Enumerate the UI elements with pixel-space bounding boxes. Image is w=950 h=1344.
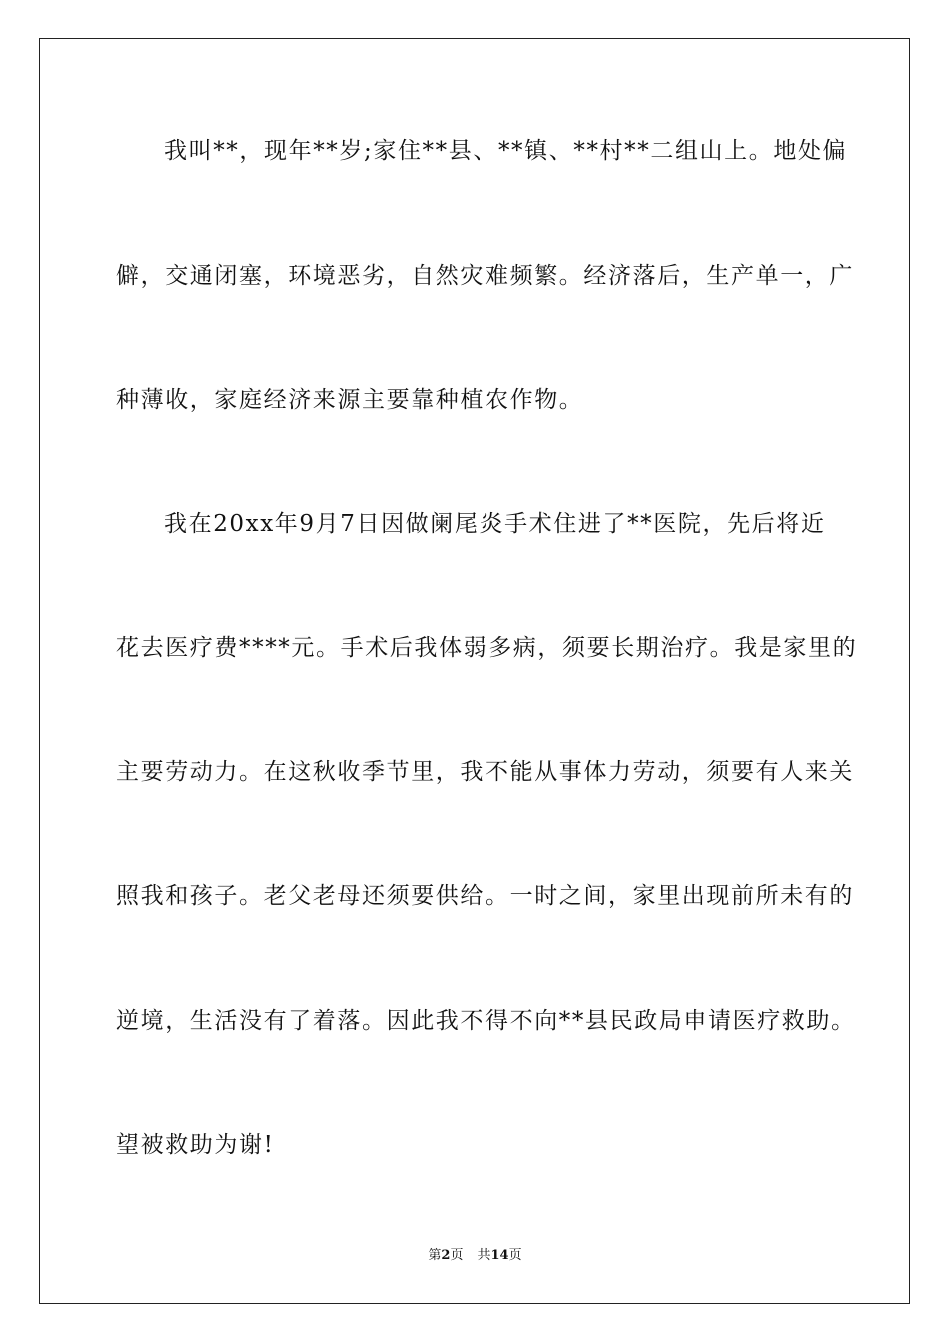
paragraph-1-line-3: 种薄收，家庭经济来源主要靠种植农作物。 [116, 387, 584, 413]
footer-page-suffix: 页 [450, 1248, 464, 1263]
paragraph-2-line-6: 望被救助为谢! [116, 1132, 275, 1158]
paragraph-1-line-1: 我叫**，现年**岁;家住**县、**镇、**村**二组山上。地处偏 [164, 138, 848, 164]
paragraph-2-line-4: 照我和孩子。老父老母还须要供给。一时之间，家里出现前所未有的 [116, 883, 854, 909]
footer-page-prefix: 第 [428, 1248, 442, 1263]
footer-total-suffix: 页 [508, 1248, 522, 1263]
page-frame [39, 38, 910, 1304]
paragraph-2-line-1: 我在20xx年9月7日因做阑尾炎手术住进了**医院，先后将近 [164, 511, 826, 537]
footer-page-number: 2 [441, 1248, 451, 1263]
paragraph-2-line-5: 逆境，生活没有了着落。因此我不得不向**县民政局申请医疗救助。 [116, 1008, 856, 1034]
footer-total-number: 14 [490, 1248, 509, 1263]
footer-total-prefix: 共 [477, 1248, 491, 1263]
paragraph-2-line-3: 主要劳动力。在这秋收季节里，我不能从事体力劳动，须要有人来关 [116, 759, 854, 785]
paragraph-1-line-2: 僻，交通闭塞，环境恶劣，自然灾难频繁。经济落后，生产单一，广 [116, 263, 854, 289]
paragraph-2-line-2: 花去医疗费****元。手术后我体弱多病，须要长期治疗。我是家里的 [116, 635, 858, 661]
page-footer [0, 1247, 950, 1265]
